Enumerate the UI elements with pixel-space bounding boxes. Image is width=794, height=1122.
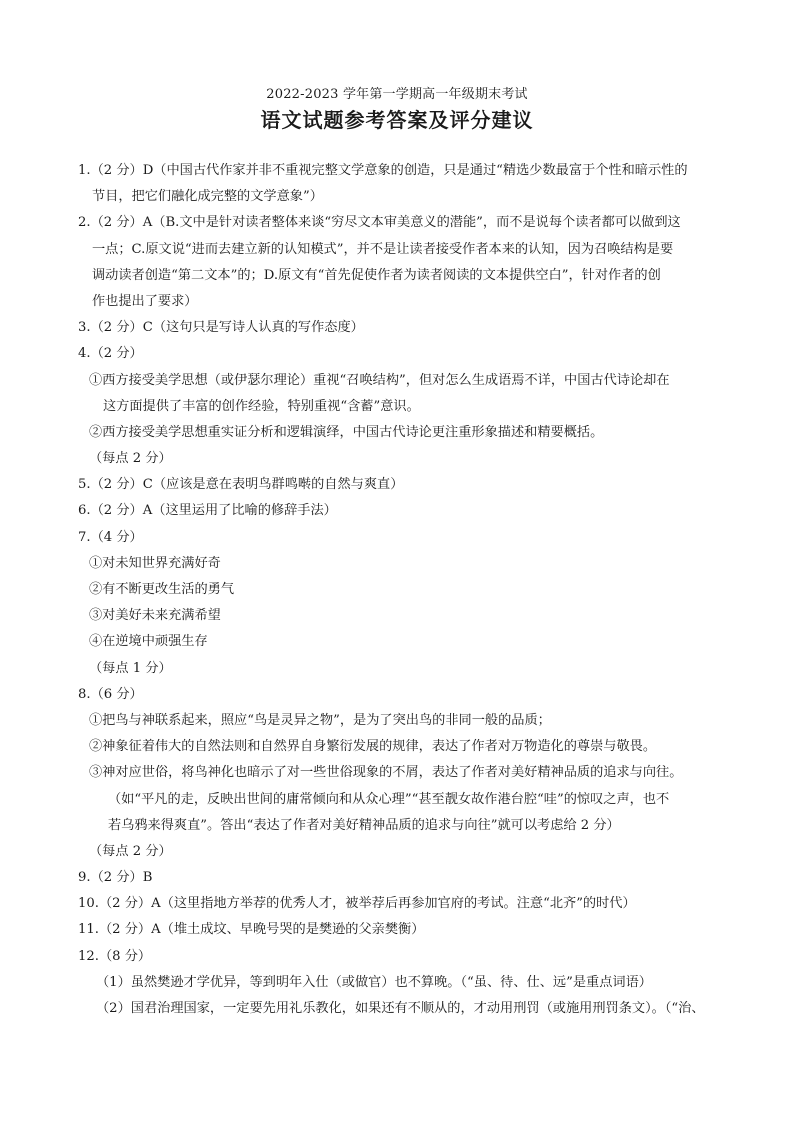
answer-7-point: ④在逆境中顽强生存 — [89, 634, 208, 650]
answer-7-point: ③对美好未来充满希望 — [89, 608, 221, 624]
scoring-note: （每点 2 分） — [89, 843, 172, 859]
answer-4-point: ①西方接受美学思想（或伊瑟尔理论）重视“召唤结构”，但对怎么生成语焉不详，中国古代诗论却在 — [89, 372, 670, 388]
answer-3-line: 3.（2 分）C（这句只是写诗人认真的写作态度） — [78, 320, 364, 336]
answer-12-line: 12.（8 分） — [78, 948, 152, 964]
answer-8-point: ①把鸟与神联系起来，照应“鸟是灵异之物”，是为了突出鸟的非同一般的品质； — [89, 712, 551, 728]
answer-10-line: 10.（2 分）A（这里指地方举荐的优秀人才，被举荐后再参加官府的考试。注意“北齐”的时代） — [78, 896, 636, 912]
document-title: 语文试题参考答案及评分建议 — [260, 108, 534, 132]
answer-8-note: 若乌鸦来得爽直”。答出“表达了作者对美好精神品质的追求与向往”就可以考虑给 2 分） — [108, 817, 620, 833]
answer-8-point: ③神对应世俗，将鸟神化也暗示了对一些世俗现象的不屑，表达了作者对美好精神品质的追求与向往。 — [89, 765, 683, 781]
answer-4-line: 4.（2 分） — [78, 346, 143, 362]
answer-12-translation: （2）国君治理国家，一定要先用礼乐教化，如果还有不顺从的，才动用刑罚（或施用刑罚条文）。（“治、 — [96, 1001, 705, 1016]
answer-9-line: 9.（2 分）B — [78, 870, 153, 886]
scoring-note: （每点 2 分） — [89, 451, 172, 467]
answer-6-line: 6.（2 分）A（这里运用了比喻的修辞手法） — [78, 503, 337, 519]
answer-11-line: 11.（2 分）A（堆土成坟、早晚号哭的是樊逊的父亲樊衡） — [78, 922, 425, 938]
answer-body — [78, 158, 726, 1022]
answer-7-line: 7.（4 分） — [78, 529, 143, 545]
answer-2-continuation: 作也提出了要求） — [92, 293, 198, 309]
answer-7-point: ②有不断更改生活的勇气 — [89, 582, 235, 597]
answer-4-point-continuation: 这方面提供了丰富的创作经验，特别重视“含蓄”意识。 — [103, 398, 420, 414]
answer-2-continuation: 一点；C.原文说“进而去建立新的认知模式”，并不是让读者接受作者本来的认知，因为召唤结构是要 — [92, 241, 674, 257]
answer-8-point: ②神象征着伟大的自然法则和自然界自身繁衍发展的规律，表达了作者对万物造化的尊崇与敬畏。 — [89, 739, 657, 755]
answer-1-continuation: 节目，把它们融化成完整的文学意象”） — [92, 189, 323, 205]
answer-4-point: ②西方接受美学思想重实证分析和逻辑演绎，中国古代诗论更注重形象描述和精要概括。 — [89, 424, 604, 440]
answer-2-continuation: 调动读者创造“第二文本”的；D.原文有“首先促使作者为读者阅读的文本提供空白”，针对作者的创 — [92, 267, 661, 283]
answer-7-point: ①对未知世界充满好奇 — [89, 555, 221, 571]
answer-1-line: 1.（2 分）D（中国古代作家并非不重视完整文学意象的创造，只是通过“精选少数最富于个性和暗示性的 — [78, 163, 688, 178]
answer-12-translation: （1）虽然樊逊才学优异，等到明年入仕（或做官）也不算晚。（“虽、待、仕、远”是重点词语） — [96, 974, 652, 990]
answer-8-note: （如“平凡的走，反映出世间的庸常倾向和从众心理”“甚至靓女故作港台腔“哇”的惊叹之声，也不 — [108, 791, 670, 807]
answer-5-line: 5.（2 分）C（应该是意在表明鸟群鸣啭的自然与爽直） — [78, 477, 404, 493]
answer-8-line: 8.（6 分） — [78, 686, 143, 702]
answer-2-line: 2.（2 分）A（B.文中是针对读者整体来谈“穷尽文本审美意义的潜能”，而不是说每个读者都可以做到这 — [78, 215, 681, 231]
scoring-note: （每点 1 分） — [89, 660, 172, 676]
exam-subtitle: 2022-2023 学年第一学期高一年级期末考试 — [266, 87, 528, 102]
